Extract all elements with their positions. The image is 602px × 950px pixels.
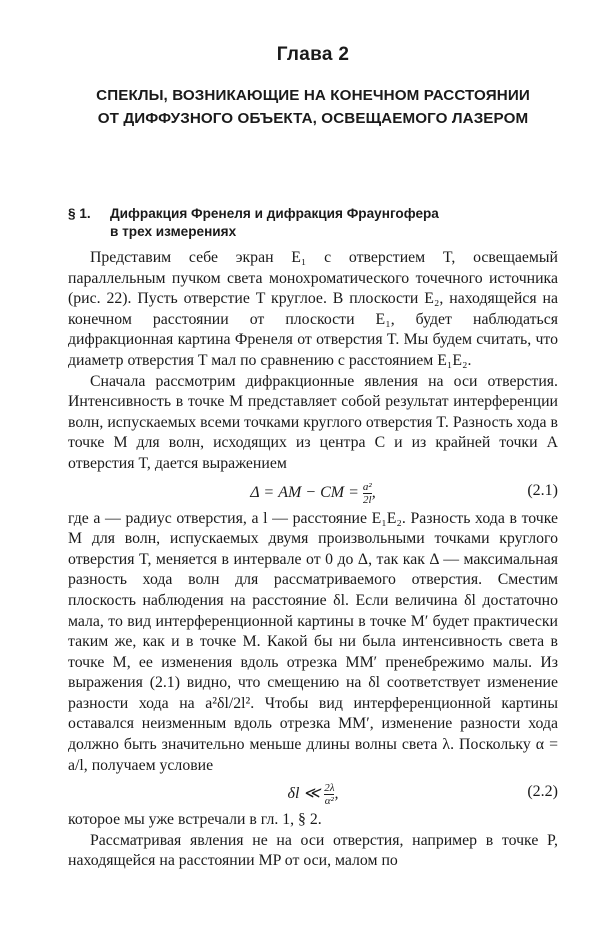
chapter-title <box>58 84 568 130</box>
section-heading <box>68 205 558 241</box>
paragraph-5: Рассматривая явления не на оси отверстия, например в точке P, находящейся на расстоянии MP от оси, малом по <box>68 831 558 870</box>
chapter-title-line-1: СПЕКЛЫ, ВОЗНИКАЮЩИЕ НА КОНЕЧНОМ РАССТОЯНИИ <box>96 87 530 104</box>
paragraph-3: где a — радиус отверстия, а l — расстояние E₁E₂. Разность хода в точке M для волн, испускаемых двумя произвольными точками круглого отверстия T, меняется в интервале от 0 до Δ, так как Δ — максимальная разность хода волн для рассматриваемого отверстия. Сместим плоскость наблюдения на расстояние δl. Если величина δl достаточно мала, то вид интерференционной картины в точке M′ будет практически таким же, как и в точке M. Какой бы ни была интенсивность света в точке M, ее изменения вдоль отрезка MM′ пренебрежимо малы. Из выражения (2.1) видно, что смещению на δl соответствует изменение разности хода на a²δl/2l². Чтобы вид интерференционной картины оставался неизменным вдоль отрезка MM′, изменение разности хода должно быть значительно меньше длины волны света λ. Поскольку α = a/l, получаем условие <box>68 509 558 774</box>
equation-2-2-formula: δl ≪ $\frac{2\lambda}{\text{α²}}$ , <box>287 782 339 808</box>
section-title-line-2: в трех измерениях <box>110 224 237 239</box>
section-title-line-1: Дифракция Френеля и дифракция Фраунгофера <box>110 206 439 221</box>
equation-2-1-formula: Δ = AM − CM = $\frac{\text{a²}}{2l}$ , <box>250 480 376 506</box>
equation-2-1-fraction: $\frac{\text{a²}}{2l}$ <box>362 480 372 506</box>
equation-2-2-label: (2.2) <box>527 783 558 801</box>
section-number: § 1. <box>68 206 91 221</box>
paragraph-1: Представим себе экран E₁ с отверстием T, освещаемый параллельным пучком света монохроматического точечного источника (рис. 22). Пусть отверстие T круглое. В плоскости E₂, находящейся на конечном расстоянии от плоскости E₁, будет наблюдаться дифракционная картина Френеля от отверстия T. Мы будем считать, что диаметр отверстия T мал по сравнению с расстоянием E₁E₂. <box>68 249 558 369</box>
paragraph-2: Сначала рассмотрим дифракционные явления на оси отверстия. Интенсивность в точке M представляет собой результат интерференции волн, испускаемых всеми точками круглого отверстия T. Разность хода в точке M для волн, исходящих из центра C и из крайней точки A отверстия T, дается выражением <box>68 372 558 472</box>
paragraph-4: которое мы уже встречали в гл. 1, § 2. <box>68 811 322 829</box>
body-text <box>68 248 558 872</box>
equation-2-1-label: (2.1) <box>527 481 558 499</box>
equation-2-2 <box>68 776 558 810</box>
chapter-heading: Глава 2 <box>276 44 350 65</box>
equation-2-1 <box>68 475 558 509</box>
chapter-title-line-2: ОТ ДИФФУЗНОГО ОБЪЕКТА, ОСВЕЩАЕМОГО ЛАЗЕРОМ <box>97 110 529 127</box>
equation-2-2-fraction: $\frac{2\lambda}{\text{α²}}$ <box>324 782 335 808</box>
